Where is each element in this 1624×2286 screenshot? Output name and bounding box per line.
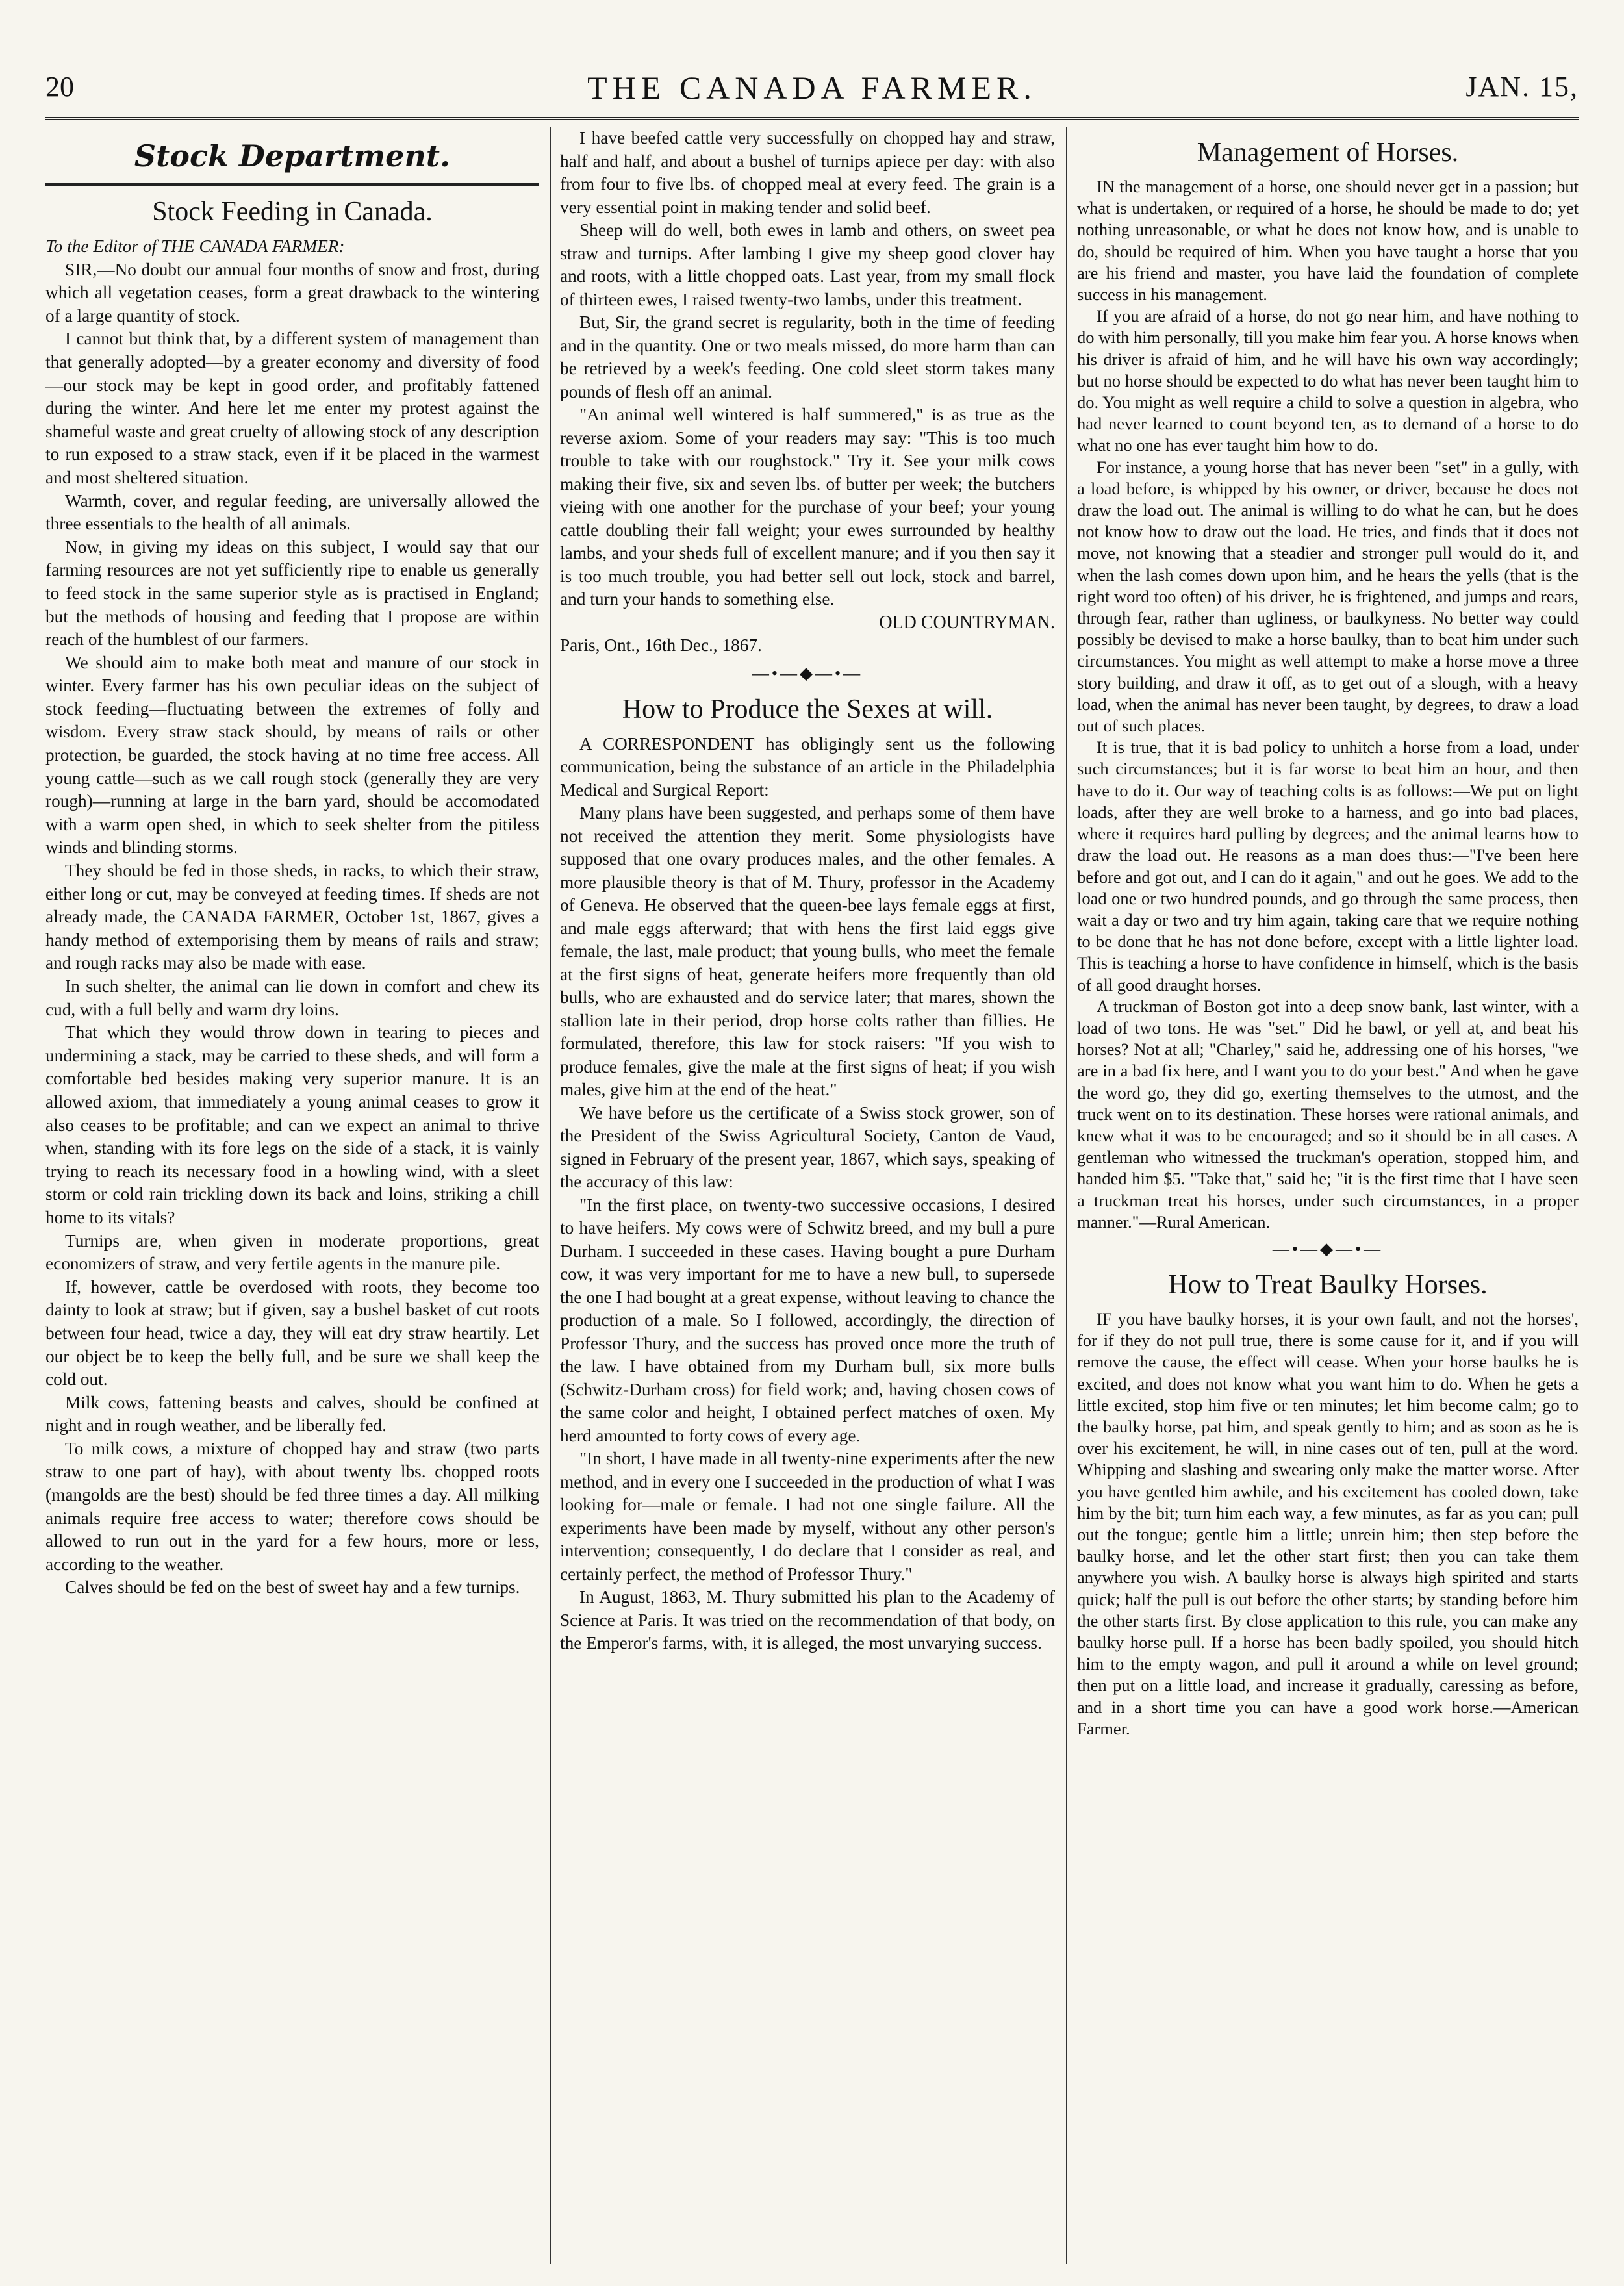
column-divider xyxy=(550,127,551,2264)
paragraph: It is true, that it is bad policy to unhitch a horse from a load, under such circumstances; but it is far worse to beat him an hour, and then have to do it. Our way of teaching colts is as follows:—We put on light loads, after they are well broke to a harness, and go into bad places, where it requires hard pulling by degrees; and the animal learns how to draw the load out. He reasons as a man does thus:—"I've been here before and got out, and I can do it again," and out he goes. We add to the load one or two hundred pounds, and go through the same process, then wait a day or two and try him again, taking care that we require nothing to be done that he has not done before, except with a little lighter load. This is teaching a horse to have confidence in himself, which is the basis of all good draught horses. xyxy=(1077,737,1579,995)
paragraph: We should aim to make both meat and manure of our stock in winter. Every farmer has his own peculiar ideas on the subject of stock feeding—fluctuating between the extremes of folly and wisdom. Every straw stack should, by means of rails or other protection, be guarded, the stock having at no time free access. All young cattle—such as we call rough stock (generally they are very rough)—running at large in the barn yard, should be accomodated with a warm open shed, in which to seek shelter from the pitiless winds and blinding storms. xyxy=(45,652,539,857)
paragraph: "In the first place, on twenty-two successive occasions, I desired to have heifers. My cows were of Schwitz breed, and my bull a pure Durham. I succeeded in these cases. Having bought a pure Durham cow, it was very important for me to have a new bull, to supersede the one I had bought at a great expense, without leaving to chance the production of a male. So I followed, accordingly, the direction of Professor Thury, and the success has proved once more the truth of the law. I have obtained from my Durham bull, six more bulls (Schwitz-Durham cross) for field work; and, having chosen cows of the same color and height, I obtained perfect matches of oxen. My herd amounted to forty cows of every age. xyxy=(560,1195,1055,1445)
section-rule xyxy=(45,183,539,186)
column-2 xyxy=(560,127,1055,2264)
article-heading: How to Produce the Sexes at will. xyxy=(622,694,993,724)
masthead xyxy=(45,65,1579,110)
paragraph: Milk cows, fattening beasts and calves, should be confined at night and in rough weather, and be liberally fed. xyxy=(45,1392,539,1436)
paragraph: Now, in giving my ideas on this subject, I would say that our farming resources are not yet sufficiently ripe to enable us generally to feed stock in the same superior style as is practised in England; but the methods of housing and feeding that I propose are within reach of the humblest of our farmers. xyxy=(45,537,539,650)
signature: OLD COUNTRYMAN. xyxy=(879,612,1055,633)
paragraph: IF you have baulky horses, it is your own fault, and not the horses', for if they do not pull true, there is some cause for it, and if you will remove the cause, the effect will cease. When your horse baulks he is excited, and does not know what you want him to do. When he gets a little excited, stop him five or ten minutes; let him become calm; go to the baulky horse, pat him, and speak gently to him; and as soon as he is over his excitement, he will, in nine cases out of ten, pull at the word. Whipping and slashing and swearing only make the matter worse. After you have gentled him awhile, and his excitement has cooled down, take him by the bit; turn him each way, a few minutes, as far as you can; pull out the tongue; gentle him a little; unrein him; then step before the baulky horse, and let the other start first; then you can take them anywhere you wish. A baulky horse is always high spirited and starts quick; half the pull is out before the other starts; by standing before him the other starts first. By close application to this rule, you can make any baulky horse pull. If a horse has been badly spoiled, you should hitch him to the empty wagon, and pull it around a while on level ground; then put on a little load, and increase it gradually, caressing as before, and in a short time you can have a good work horse.—American Farmer. xyxy=(1077,1308,1579,1738)
paragraph: "In short, I have made in all twenty-nine experiments after the new method, and in every one I succeeded in the production of what I was looking for—male or female. I had not one single failure. All the experiments have been made by myself, without any other person's intervention; consequently, I do declare that I consider as real, and certainly perfect, the method of Professor Thury." xyxy=(560,1449,1055,1584)
section-heading: Stock Department. xyxy=(134,138,451,173)
column-3 xyxy=(1077,127,1579,2264)
ornament-divider: —•—◆—•— xyxy=(752,663,863,683)
paragraph: SIR,—No doubt our annual four months of snow and frost, during which all vegetation ceases, form a great drawback to the wintering of a large quantity of stock. xyxy=(45,259,539,325)
paragraph: I cannot but think that, by a different system of management than that generally adopted—by a greater economy and diversity of food—our stock may be kept in good order, and profitably fattened during the winter. And here let me enter my protest against the shameful waste and great cruelty of allowing stock of any description to run exposed to a straw stack, even if it be placed in the warmest and most sheltered situation. xyxy=(45,329,539,487)
salutation: To the Editor of THE CANADA FARMER: xyxy=(45,236,345,256)
ornament-divider: —•—◆—•— xyxy=(1272,1239,1384,1258)
paragraph: Many plans have been suggested, and perhaps some of them have not received the attention they merit. Some physiologists have supposed that one ovary produces males, and the other females. A more plausible theory is that of M. Thury, professor in the Academy of Geneva. He observed that the queen-bee lays female eggs at first, and male eggs afterward; that with hens the first laid eggs give female, the last, male product; that young bulls, who meet the female at the first signs of heat, generate heifers more frequently than old bulls, who are exhausted and do service later; that mares, shown the stallion late in their period, drop horse colts rather than fillies. He formulated, therefore, this law for stock raisers: "If you wish to produce females, give the male at the first signs of heat; if you wish males, give him at the end of the heat." xyxy=(560,803,1055,1099)
paragraph: In such shelter, the animal can lie down in comfort and chew its cud, with a full belly and warm dry loins. xyxy=(45,976,539,1019)
article-body xyxy=(1077,1308,1579,1740)
paragraph: A CORRESPONDENT has obligingly sent us the following communication, being the substance of an article in the Philadelphia Medical and Surgical Report: xyxy=(560,733,1055,800)
paragraph: If you are afraid of a horse, do not go near him, and have nothing to do with him personally, till you make him fear you. A horse knows when his driver is afraid of him, and he will have his own way accordingly; but no horse should be expected to do what has never been taught him to do. You might as well require a child to solve a question in algebra, who had never learned to count beyond ten, as to demand of a horse to do what no one has ever taught him how to do. xyxy=(1077,306,1579,455)
paragraph: To milk cows, a mixture of chopped hay and straw (two parts straw to one part of hay), with about twenty lbs. chopped roots (mangolds are the best) should be fed three times a day. All milking animals require free access to water; therefore cows should be allowed to run out in the yard for a few hours, more or less, according to the weather. xyxy=(45,1438,539,1574)
paragraph: But, Sir, the grand secret is regularity, both in the time of feeding and in the quantity. One or two meals missed, do more harm than can be retrieved by a week's feeding. One cold sleet storm takes many pounds of flesh off an animal. xyxy=(560,312,1055,401)
paragraph: If, however, cattle be overdosed with roots, they become too dainty to look at straw; but if given, say a bushel basket of cut roots between four head, twice a day, they will eat dry straw heartily. Let our object be to keep the belly full, and be sure we shall keep the cold out. xyxy=(45,1276,539,1390)
article-continuation xyxy=(560,127,1055,611)
paragraph: I have beefed cattle very successfully on chopped hay and straw, half and half, and about a bushel of turnips apiece per day: with also from four to five lbs. of chopped meal at every feed. The grain is a very essential point in making tender and solid beef. xyxy=(560,128,1055,217)
paragraph: Turnips are, when given in moderate proportions, great economizers of straw, and very fertile agents in the manure pile. xyxy=(45,1230,539,1274)
page-number: 20 xyxy=(45,71,74,103)
paragraph: Warmth, cover, and regular feeding, are universally allowed the three essentials to the health of all animals. xyxy=(45,490,539,534)
paragraph: In August, 1863, M. Thury submitted his plan to the Academy of Science at Paris. It was tried on the recommendation of that body, on the Emperor's farms, with, it is alleged, the most unvarying success. xyxy=(560,1587,1055,1653)
paragraph: Calves should be fed on the best of sweet hay and a few turnips. xyxy=(65,1577,520,1597)
paragraph: They should be fed in those sheds, in racks, to which their straw, either long or cut, may be conveyed at feeding times. If sheds are not already made, the CANADA FARMER, October 1st, 1867, gives a handy method of extemporising them by means of rails and straw; and rough racks may also be made with ease. xyxy=(45,861,539,973)
paragraph: A truckman of Boston got into a deep snow bank, last winter, with a load of two tons. He was "set." Did he bawl, or yell at, and beat his horses? Not at all; "Charley," said he, addressing one of his horses, "we are in a bad fix here, and I want you to do your best." And when he gave the word go, they did go, exerting themselves to the utmost, and the truck went on to its destination. These horses were rational animals, and knew what it was to be encouraged; and so it should be in all cases. A gentleman who witnessed the truckman's operation, stopped him, and handed him $5. "Take that," said he; "it is the first time that I have seen a truckman treat his horses, under such circumstances, in a proper manner."—Rural American. xyxy=(1077,996,1579,1232)
article-body xyxy=(45,259,539,1599)
column-1 xyxy=(45,127,539,2264)
article-body xyxy=(560,733,1055,1655)
article-heading: How to Treat Baulky Horses. xyxy=(1168,1269,1488,1300)
newspaper-title: THE CANADA FARMER. xyxy=(587,70,1037,106)
paragraph: We have before us the certificate of a Swiss stock grower, son of the President of the Swiss Agricultural Society, Canton de Vaud, signed in February of the present year, 1867, which says, speaking of the accuracy of this law: xyxy=(560,1102,1055,1191)
paragraph: Sheep will do well, both ewes in lamb and others, on sweet pea straw and turnips. After lambing I give my sheep good clover hay and roots, with a little chopped oats. Last year, from my small flock of thirteen ewes, I raised twenty-two lambs, under this treatment. xyxy=(560,220,1055,309)
dateline: Paris, Ont., 16th Dec., 1867. xyxy=(560,635,762,655)
paragraph: "An animal well wintered is half summered," is as true as the reverse axiom. Some of your readers may say: "This is too much trouble to take with our roughstock." Try it. See your milk cows making their five, six and seven lbs. of butter per week; the butchers vieing with one another for the purchase of your beef; your young cattle doubling their fall weight; your ewes surrounded by healthy lambs, and your sheds full of excellent manure; and if you then say it is too much trouble, you had better sell out lock, stock and barrel, and turn your hands to something else. xyxy=(560,405,1055,609)
masthead-rule xyxy=(45,117,1579,120)
article-heading: Stock Feeding in Canada. xyxy=(152,197,433,227)
paragraph: IN the management of a horse, one should never get in a passion; but what is undertaken, or required of a horse, he should be made to do; yet nothing unreasonable, or what he does not know how, and is unable to do, should be required of him. When you have taught a horse that you are his friend and master, you have laid the foundation of complete success in his management. xyxy=(1077,177,1579,305)
article-heading: Management of Horses. xyxy=(1197,138,1459,168)
paragraph: For instance, a young horse that has never been "set" in a gully, with a load before, is whipped by his owner, or driver, because he does not draw the load out. The animal is willing to do what he can, but he does not know how to draw out the load. He tries, and finds that it does not move, not knowing that a steadier and stronger pull would do it, and when the lash comes down upon him, and he hears the yells (that is the right word too often) of his driver, he is frightened, and jumps and rears, through fear, rather than ugliness, or baulkyness. No better way could possibly be devised to make a horse baulky, than to beat him under such circumstances. You might as well attempt to make a horse move a three story building, and draw it off, as to get out of a slough, with a heavy load, when the animal has never been taught, by degrees, to draw a load out of such places. xyxy=(1077,457,1579,736)
paragraph: That which they would throw down in tearing to pieces and undermining a stack, may be carried to these sheds, and will form a comfortable bed besides making very superior manure. It is an allowed axiom, that immediately a young animal ceases to grow it also ceases to be profitable; and can we expect an animal to thrive when, standing with its fore legs on the side of a stack, it is vainly trying to reach its necessary food in a howling wind, with a sleet storm or cold rain trickling down its back and loins, striking a chill home to its vitals? xyxy=(45,1022,539,1227)
column-divider xyxy=(1066,127,1067,2264)
issue-date: JAN. 15, xyxy=(1465,71,1579,103)
article-body xyxy=(1077,176,1579,1233)
